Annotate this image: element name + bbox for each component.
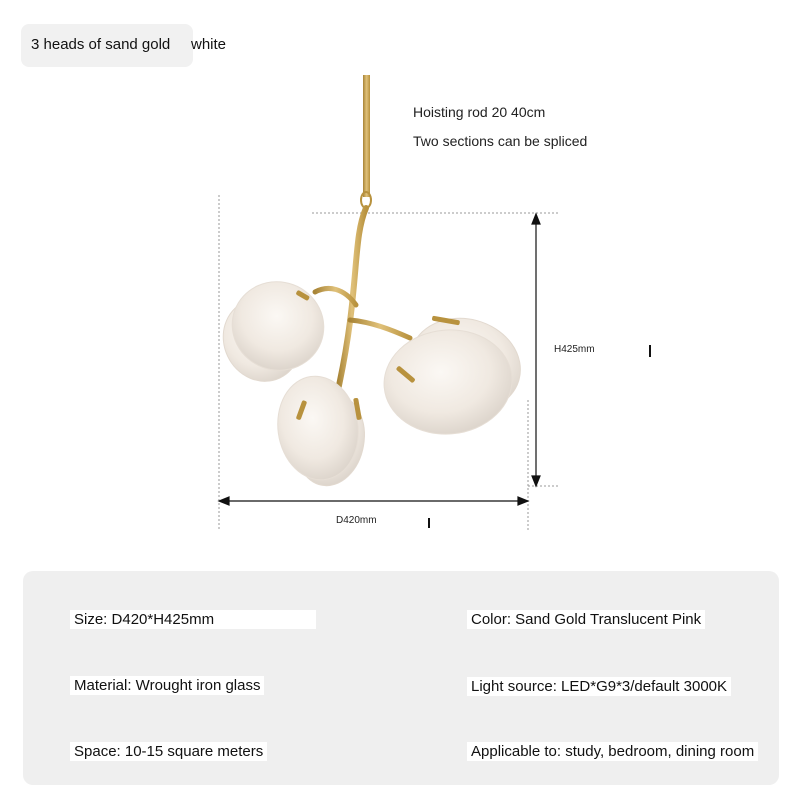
diameter-arrow xyxy=(219,497,528,505)
glass-shade-center xyxy=(271,371,371,491)
right-arm xyxy=(350,320,410,338)
height-arrow xyxy=(532,214,540,486)
height-label: H425mm xyxy=(554,344,595,355)
spec-material: Material: Wrought iron glass xyxy=(70,676,264,695)
diameter-label: D420mm xyxy=(336,515,377,526)
spec-size: Size: D420*H425mm xyxy=(70,610,316,629)
glass-shade-left xyxy=(210,269,336,394)
product-title: 3 heads of sand gold xyxy=(31,36,171,53)
spec-applicable: Applicable to: study, bedroom, dining room xyxy=(467,742,758,761)
rod-length-note: Hoisting rod 20 40cm xyxy=(413,104,546,120)
spec-space: Space: 10-15 square meters xyxy=(70,742,267,761)
hanging-rod xyxy=(363,75,370,197)
rod-splice-note: Two sections can be spliced xyxy=(413,133,588,149)
spec-light-source: Light source: LED*G9*3/default 3000K xyxy=(467,677,731,696)
spec-color: Color: Sand Gold Translucent Pink xyxy=(467,610,705,629)
product-title-color: white xyxy=(191,36,227,53)
glass-shade-right xyxy=(380,306,531,439)
